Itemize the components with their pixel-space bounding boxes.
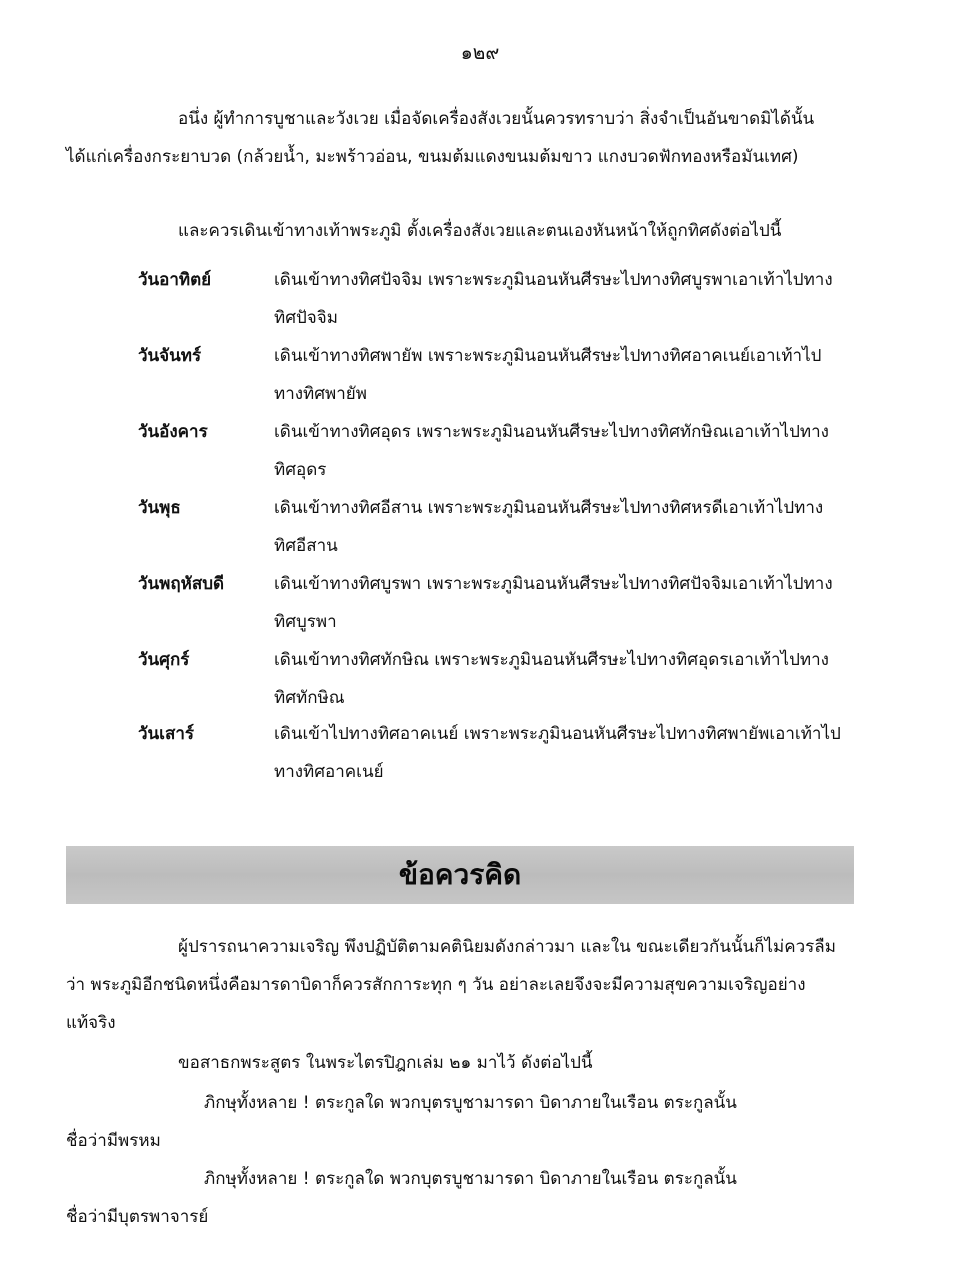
day-direction-line-1: เดินเข้าทางทิศพายัพ เพราะพระภูมินอนหันศีรษะไปทางทิศอาคเนย์เอาเท้าไป bbox=[274, 346, 822, 366]
day-direction-line-1: เดินเข้าทางทิศบูรพา เพราะพระภูมินอนหันศีรษะไปทางทิศปัจจิมเอาเท้าไปทาง bbox=[274, 574, 833, 594]
day-direction-line-2: ทิศอุดร bbox=[274, 460, 327, 480]
day-direction-line-2: ทิศทักษิณ bbox=[274, 688, 345, 708]
direction-intro: และควรเดินเข้าทางเท้าพระภูมิ ตั้งเครื่องสังเวยและตนเองหันหน้าให้ถูกทิศดังต่อไปนี้ bbox=[178, 221, 782, 241]
quote-1-line-1: ภิกษุทั้งหลาย ! ตระกูลใด พวกบุตรบูชามารดา บิดาภายในเรือน ตระกูลนั้น bbox=[204, 1093, 737, 1113]
day-name: วันอังคาร bbox=[138, 422, 208, 442]
day-name: วันพฤหัสบดี bbox=[138, 574, 225, 594]
day-direction bbox=[274, 262, 854, 338]
sutra-intro: ขอสาธกพระสูตร ในพระไตรปิฎกเล่ม ๒๑ มาไว้ ดังต่อไปนี้ bbox=[178, 1053, 593, 1073]
day-direction-line-1: เดินเข้าไปทางทิศอาคเนย์ เพราะพระภูมินอนหันศีรษะไปทางทิศพายัพเอาเท้าไป bbox=[274, 724, 841, 744]
day-name: วันอาทิตย์ bbox=[138, 270, 212, 290]
section-title: ข้อควรคิด bbox=[398, 858, 522, 891]
day-direction-line-2: ทิศอีสาน bbox=[274, 536, 338, 556]
day-direction-line-2: ทิศปัจจิม bbox=[274, 308, 338, 328]
day-direction-line-1: เดินเข้าทางทิศปัจจิม เพราะพระภูมินอนหันศีรษะไปทางทิศบูรพาเอาเท้าไปทาง bbox=[274, 270, 833, 290]
day-direction bbox=[274, 566, 854, 642]
day-direction-line-1: เดินเข้าทางทิศอีสาน เพราะพระภูมินอนหันศีรษะไปทางทิศหรดีเอาเท้าไปทาง bbox=[274, 498, 824, 518]
reflection-line-2: ว่า พระภูมิอีกชนิดหนึ่งคือมารดาบิดาก็ควรสักการะทุก ๆ วัน อย่าละเลยจึงจะมีความสุขความเจริญอย่าง bbox=[66, 975, 806, 995]
day-direction-line-2: ทางทิศพายัพ bbox=[274, 384, 367, 404]
day-direction-line-2: ทางทิศอาคเนย์ bbox=[274, 762, 384, 782]
day-name: วันเสาร์ bbox=[138, 724, 195, 744]
reflection-line-1: ผู้ปรารถนาความเจริญ พึงปฏิบัติตามคตินิยมดังกล่าวมา และใน ขณะเดียวกันนั้นก็ไม่ควรลืม bbox=[178, 937, 836, 957]
quote-2-line-2: ชื่อว่ามีบุตรพาจารย์ bbox=[66, 1207, 209, 1227]
day-name: วันพุธ bbox=[138, 498, 181, 518]
day-name: วันจันทร์ bbox=[138, 346, 202, 366]
quote-2-line-1: ภิกษุทั้งหลาย ! ตระกูลใด พวกบุตรบูชามารดา บิดาภายในเรือน ตระกูลนั้น bbox=[204, 1169, 737, 1189]
day-direction bbox=[274, 716, 854, 792]
page-number: ๑๒๙ bbox=[460, 42, 500, 64]
day-name: วันศุกร์ bbox=[138, 650, 190, 670]
section-banner bbox=[66, 846, 854, 904]
day-direction-line-1: เดินเข้าทางทิศทักษิณ เพราะพระภูมินอนหันศีรษะไปทางทิศอุดรเอาเท้าไปทาง bbox=[274, 650, 829, 670]
day-direction bbox=[274, 490, 854, 566]
day-direction bbox=[274, 338, 854, 414]
day-direction-line-2: ทิศบูรพา bbox=[274, 612, 337, 632]
day-direction bbox=[274, 414, 854, 490]
intro-line-1: อนึ่ง ผู้ทำการบูชาและวังเวย เมื่อจัดเครื่องสังเวยนั้นควรทราบว่า สิ่งจำเป็นอันขาดมิได้นั้น bbox=[178, 109, 815, 129]
reflection-line-3: แท้จริง bbox=[66, 1013, 116, 1033]
intro-line-2: ได้แก่เครื่องกระยาบวด (กล้วยน้ำ, มะพร้าวอ่อน, ขนมต้มแดงขนมต้มขาว แกงบวดฟักทองหรือมันเทศ) bbox=[66, 147, 799, 167]
quote-1-line-2: ชื่อว่ามีพรหม bbox=[66, 1131, 161, 1151]
day-direction bbox=[274, 642, 854, 718]
day-direction-line-1: เดินเข้าทางทิศอุดร เพราะพระภูมินอนหันศีรษะไปทางทิศทักษิณเอาเท้าไปทาง bbox=[274, 422, 829, 442]
